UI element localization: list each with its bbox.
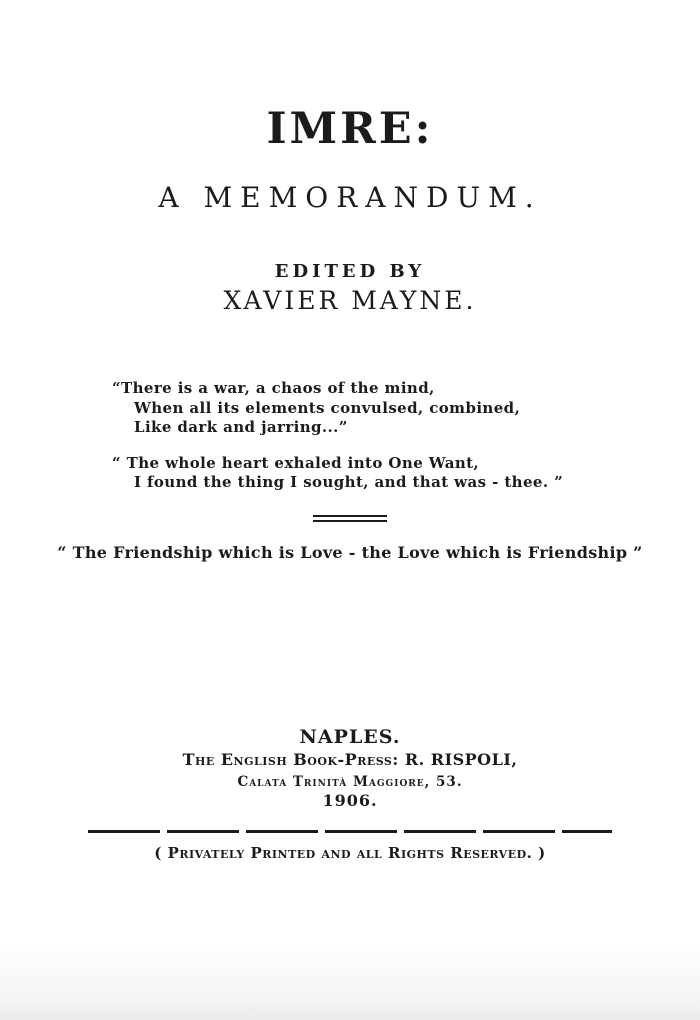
quote-line: “ The whole heart exhaled into One Want, xyxy=(112,453,480,472)
imprint-year: 1906. xyxy=(322,791,378,810)
edited-by-label: EDITED BY xyxy=(274,261,426,282)
double-rule-divider xyxy=(313,515,387,522)
book-subtitle: A MEMORANDUM. xyxy=(158,181,542,214)
book-title: IMRE: xyxy=(266,104,434,154)
epigraph-quote-1 xyxy=(112,379,592,438)
imprint-publisher: The English Book-Press: R. RISPOLI, xyxy=(182,750,518,769)
epigraph-quote-2 xyxy=(112,454,592,493)
imprint-address: Calata Trinità Maggiore, 53. xyxy=(237,774,463,790)
quote-line: Like dark and jarring...” xyxy=(134,418,348,436)
editor-name: XAVIER MAYNE. xyxy=(223,286,477,315)
page-bottom-shadow xyxy=(0,945,700,1020)
imprint-rule xyxy=(88,830,612,833)
quote-line: When all its elements convulsed, combined, xyxy=(134,398,521,417)
quote-line: “There is a war, a chaos of the mind, xyxy=(112,379,435,397)
imprint-city: NAPLES. xyxy=(299,726,401,748)
epigraph-block xyxy=(112,379,592,493)
rights-notice: ( Privately Printed and all Rights Reserved. ) xyxy=(154,844,546,862)
friendship-motto: “ The Friendship which is Love - the Love which is Friendship ” xyxy=(57,543,643,562)
quote-line: I found the thing I sought, and that was - thee. ” xyxy=(134,473,564,491)
